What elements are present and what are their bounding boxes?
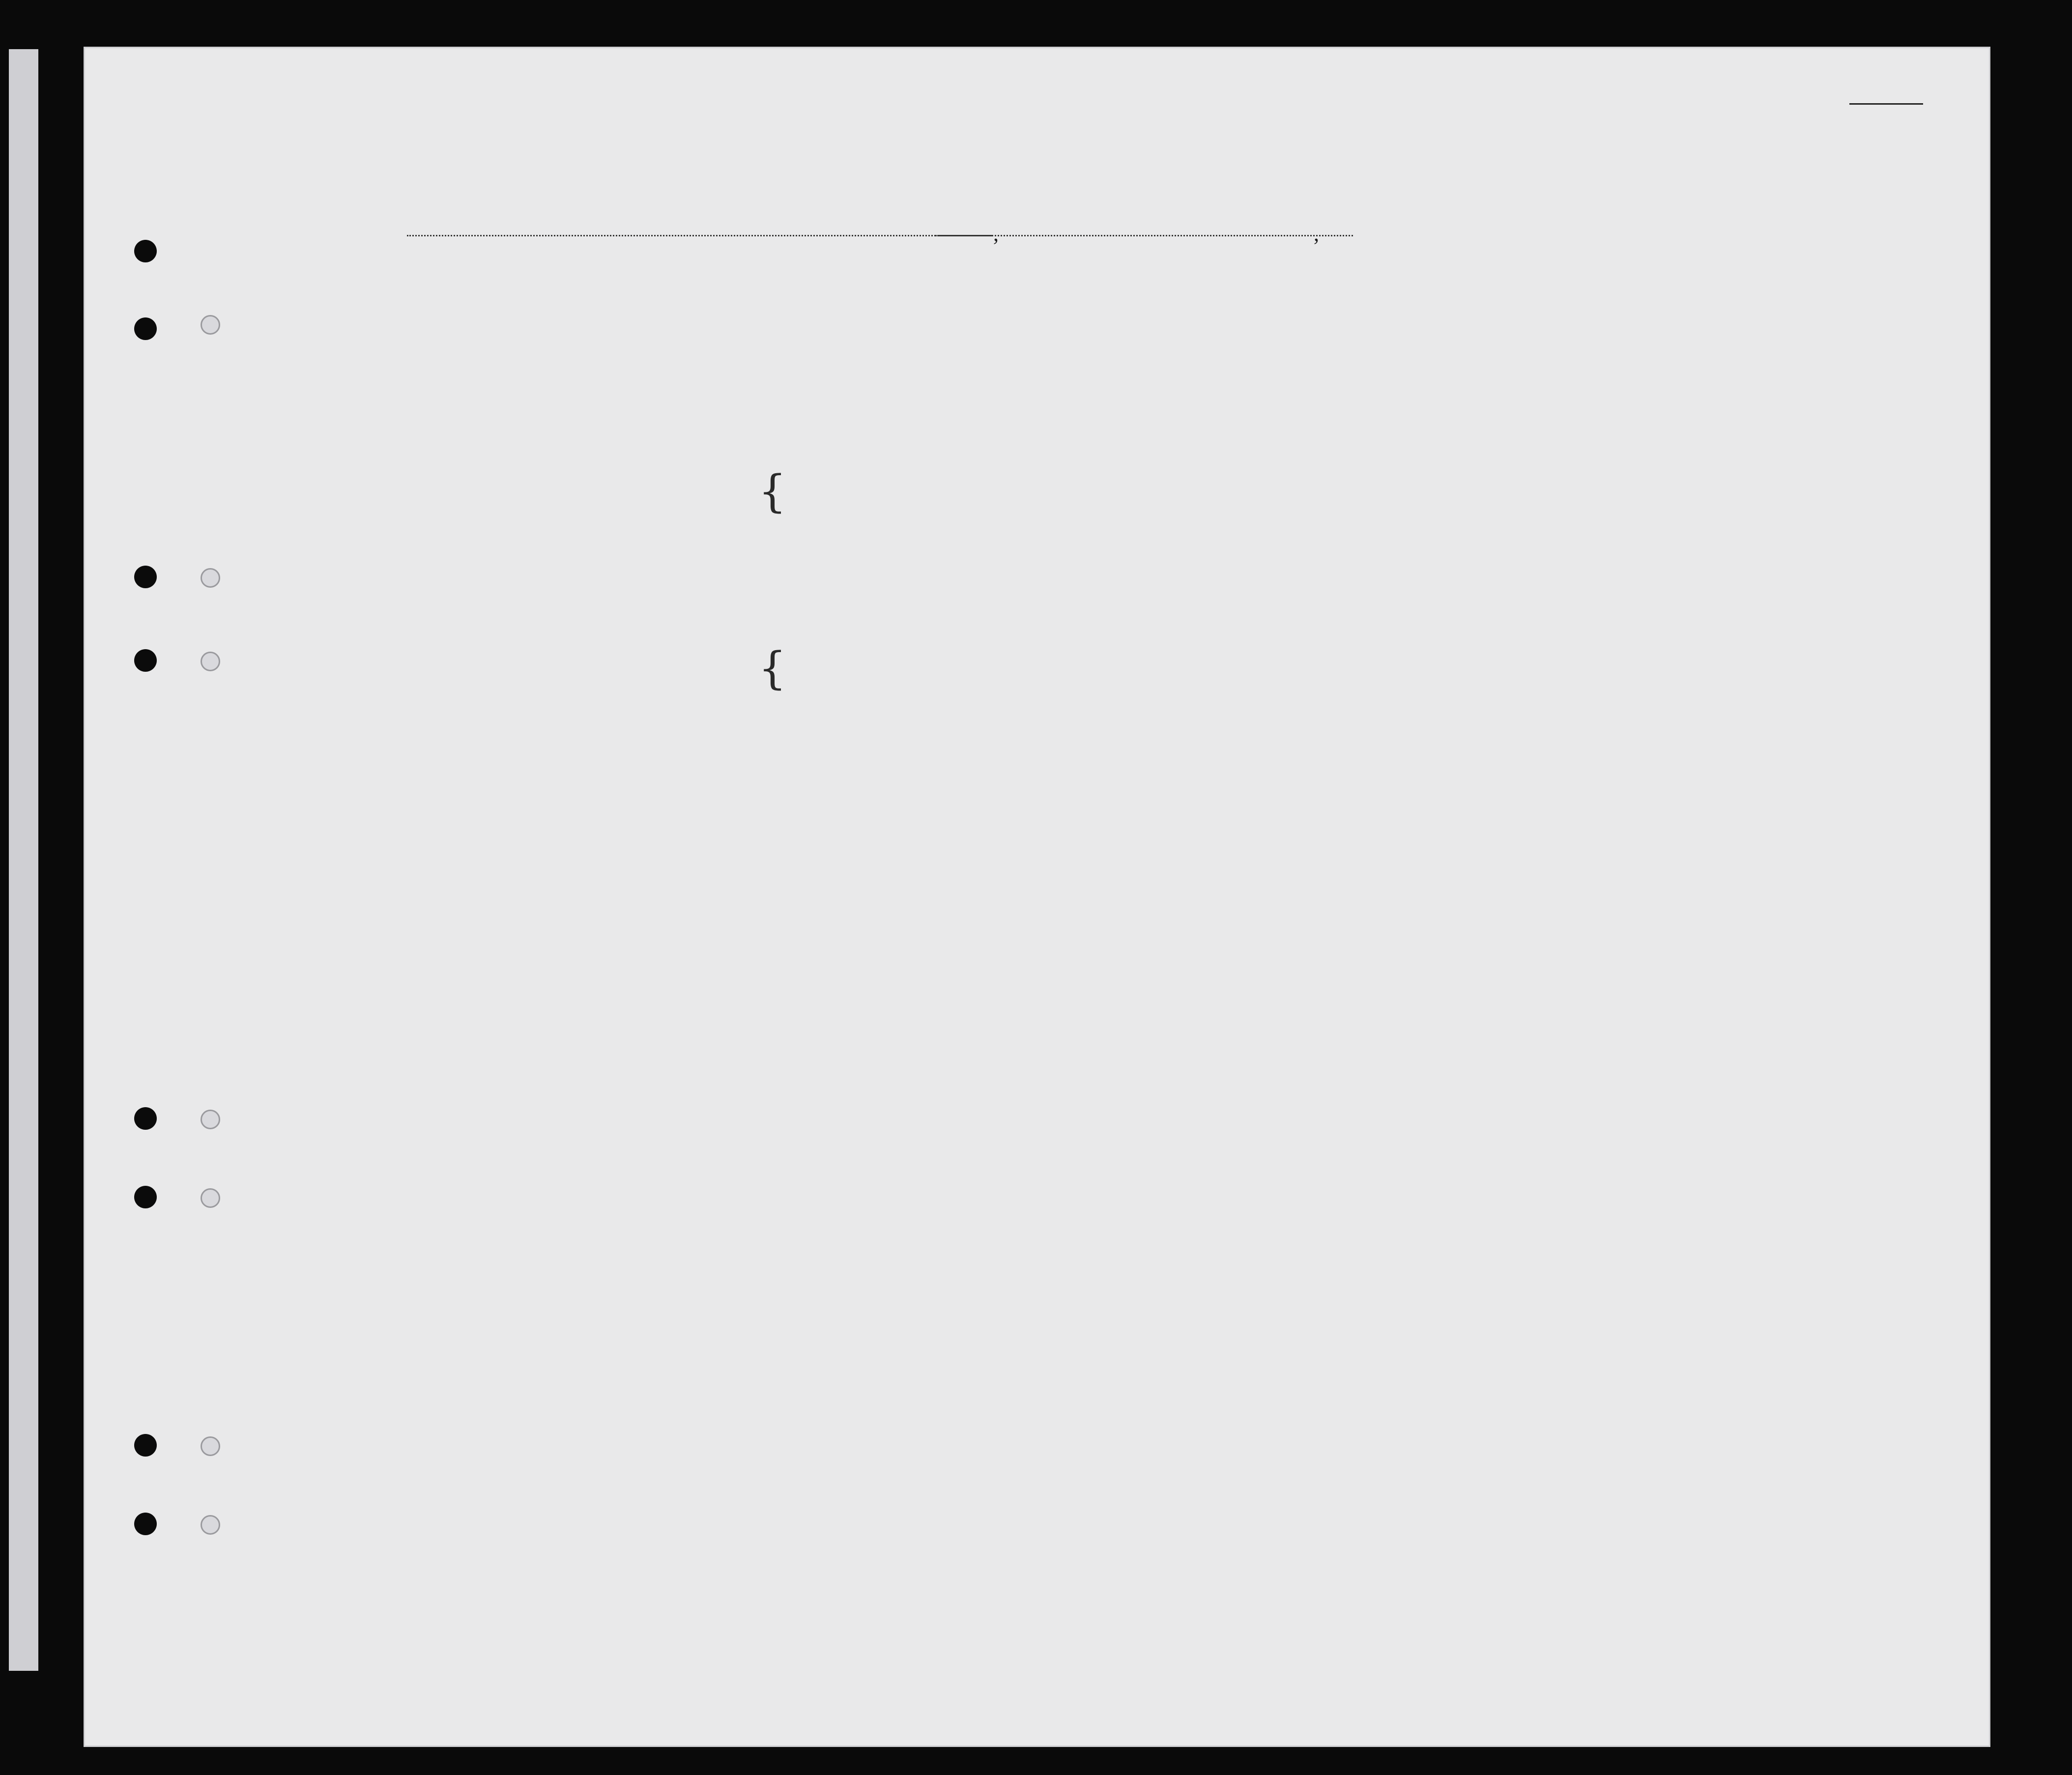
binder-hole <box>134 566 157 588</box>
col30-header <box>1491 318 1520 468</box>
binder-hole <box>134 1513 157 1535</box>
binder-hole-ring <box>201 1110 220 1129</box>
binder-hole <box>134 1434 157 1457</box>
col24b-header <box>1233 318 1269 468</box>
binder-hole-ring <box>201 1515 220 1535</box>
col24c-header <box>1277 318 1309 468</box>
binder-hole <box>134 1107 157 1130</box>
col25-header <box>1314 318 1338 468</box>
binder-hole <box>134 240 157 262</box>
ledger-grid <box>85 48 1990 1747</box>
col33-inches-header <box>1663 402 1674 461</box>
manifest-sheet <box>84 47 1990 1747</box>
handwritten-brace: { <box>758 466 787 517</box>
col26-header <box>1353 318 1365 468</box>
binder-hole <box>134 649 157 672</box>
binder-hole-ring <box>201 1188 220 1208</box>
date-dotted-line <box>935 235 1353 236</box>
binder-hole-ring <box>201 652 220 671</box>
binder-hole <box>134 317 157 340</box>
binder-hole-ring <box>201 568 220 588</box>
col27-header <box>1379 318 1390 468</box>
port-dotted-line <box>407 235 992 236</box>
comma: , <box>993 222 999 246</box>
list-underline <box>1849 103 1923 105</box>
col21-header <box>763 304 781 466</box>
col29-header <box>1449 318 1483 468</box>
binder-hole <box>134 1186 157 1208</box>
handwritten-brace: { <box>758 643 787 694</box>
col24a-header <box>1186 318 1223 468</box>
col19-header <box>620 304 634 466</box>
col33-feet-header <box>1638 402 1650 461</box>
comma: , <box>1314 222 1319 246</box>
binder-hole-ring <box>201 315 220 335</box>
binding-strip <box>9 49 38 1671</box>
col28-header <box>1407 318 1441 468</box>
binder-hole-ring <box>201 1436 220 1456</box>
